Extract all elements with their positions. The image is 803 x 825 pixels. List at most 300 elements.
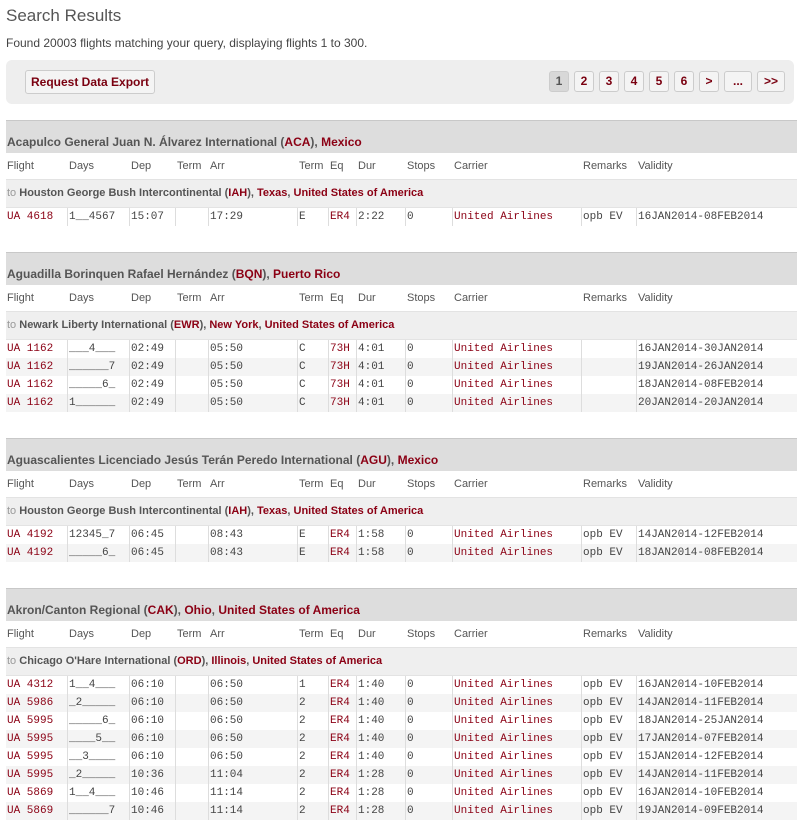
column-header-arr: Arr [210,292,225,304]
flight-dur: 1:58 [357,526,406,544]
flight-stops: 0 [406,358,453,376]
dest-region-link[interactable]: Illinois [211,655,247,667]
flight-remarks: opb EV [582,784,637,802]
origin-country-link[interactable]: Puerto Rico [273,267,341,281]
flight-dep: 15:07 [130,208,176,226]
flight-eq-link[interactable]: ER4 [329,208,357,226]
flight-dur: 4:01 [357,340,406,358]
flight-days: ______7 [68,802,130,820]
column-headers [6,285,797,312]
flight-dur: 4:01 [357,394,406,412]
flight-arr: 06:50 [209,712,298,730]
flight-flight-link[interactable]: UA 4312 [6,676,68,694]
column-header-days: Days [69,292,95,304]
flight-carrier-link[interactable]: United Airlines [453,802,582,820]
flight-remarks: opb EV [582,544,637,562]
flight-flight-link[interactable]: UA 4192 [6,544,68,562]
column-header-dep: Dep [131,292,152,304]
flight-eq-link[interactable]: ER4 [329,766,357,784]
flight-term [176,694,209,712]
flight-dur: 1:28 [357,766,406,784]
column-header-term: Term [177,160,202,172]
flight-term2: 2 [298,712,329,730]
flight-term2: C [298,340,329,358]
flight-row [6,544,797,562]
page-1-button[interactable]: 1 [549,71,569,92]
flight-term [176,676,209,694]
column-headers [6,471,797,498]
flight-carrier-link[interactable]: United Airlines [453,376,582,394]
column-header-validity: Validity [638,628,673,640]
column-header-flight: Flight [7,160,34,172]
flight-days: _2_____ [68,694,130,712]
origin-header [6,438,797,471]
flight-validity: 14JAN2014-11FEB2014 [638,697,764,709]
flight-flight-link[interactable]: UA 5869 [6,784,68,802]
origin-airport-code-link[interactable]: BQN [235,267,263,281]
column-header-dep: Dep [131,478,152,490]
dest-country-link[interactable]: United States of America [293,187,424,199]
column-header-days: Days [69,478,95,490]
flight-carrier-link[interactable]: United Airlines [453,730,582,748]
page-2-button[interactable]: 2 [574,71,594,92]
flight-carrier-link[interactable]: United Airlines [453,394,582,412]
flight-remarks: opb EV [582,712,637,730]
flight-term [176,712,209,730]
flight-eq-link[interactable]: ER4 [329,712,357,730]
flight-row [6,712,797,730]
origin-airport-code-link[interactable]: ACA [284,135,311,149]
flight-row [6,208,797,226]
flight-term2: 1 [298,676,329,694]
flight-flight-link[interactable]: UA 5986 [6,694,68,712]
column-header-dur: Dur [358,478,376,490]
destination-header [6,180,797,208]
column-header-arr: Arr [210,628,225,640]
column-header-flight: Flight [7,478,34,490]
flight-days: ______7 [68,358,130,376]
dest-airport-code-link[interactable]: ORD [177,655,202,667]
column-header-dur: Dur [358,160,376,172]
flight-dur: 2:22 [357,208,406,226]
pagination [544,71,785,92]
column-header-days: Days [69,160,95,172]
flight-row [6,376,797,394]
flight-days: _____6_ [68,712,130,730]
flight-days: __3____ [68,748,130,766]
flight-eq-link[interactable]: ER4 [329,694,357,712]
flight-dep: 06:10 [130,676,176,694]
flight-remarks: opb EV [582,526,637,544]
flight-remarks: opb EV [582,694,637,712]
column-header-validity: Validity [638,160,673,172]
flight-stops: 0 [406,730,453,748]
flight-arr: 05:50 [209,376,298,394]
flight-dep: 06:10 [130,712,176,730]
page-5-button[interactable]: 5 [649,71,669,92]
flight-dur: 1:40 [357,676,406,694]
flight-row [6,676,797,694]
flight-carrier-link[interactable]: United Airlines [453,712,582,730]
flight-arr: 06:50 [209,676,298,694]
flight-arr: 08:43 [209,544,298,562]
origin-region-link[interactable]: Ohio [184,603,212,617]
dest-airport-code-link[interactable]: IAH [228,505,248,517]
column-header-remarks: Remarks [583,478,628,490]
flight-remarks: opb EV [582,676,637,694]
dest-country-link[interactable]: United States of America [252,655,383,667]
flight-dep: 06:10 [130,748,176,766]
origin-airport-name: Acapulco General Juan N. Álvarez International ( [7,135,285,149]
flight-eq-link[interactable]: ER4 [329,676,357,694]
flight-dur: 1:40 [357,712,406,730]
column-header-term: Term [177,628,202,640]
column-header-validity: Validity [638,292,673,304]
dest-airport-code-link[interactable]: IAH [228,187,248,199]
dest-prefix: to [7,655,17,667]
flight-stops: 0 [406,712,453,730]
flight-stops: 0 [406,676,453,694]
dest-separator: ), [247,505,257,517]
column-header-eq: Eq [330,160,344,172]
flight-carrier-link[interactable]: United Airlines [453,526,582,544]
column-header-term2: Term [299,292,324,304]
destination-header [6,498,797,526]
flight-days: _____6_ [68,376,130,394]
flight-stops: 0 [406,748,453,766]
flight-flight-link[interactable]: UA 4192 [6,526,68,544]
flight-eq-link[interactable]: ER4 [329,748,357,766]
page-3-button[interactable]: 3 [599,71,619,92]
column-header-remarks: Remarks [583,628,628,640]
flight-remarks [582,340,637,358]
flight-carrier-link[interactable]: United Airlines [453,766,582,784]
flight-term2: C [298,376,329,394]
flight-term2: 2 [298,766,329,784]
flight-dur: 1:40 [357,748,406,766]
flight-stops: 0 [406,340,453,358]
flight-validity: 16JAN2014-10FEB2014 [638,787,764,799]
origin-section [6,252,797,412]
flight-stops: 0 [406,544,453,562]
flight-term2: C [298,358,329,376]
column-header-flight: Flight [7,292,34,304]
dest-prefix: to [7,187,17,199]
flight-arr: 06:50 [209,730,298,748]
flight-stops: 0 [406,784,453,802]
column-header-carrier: Carrier [454,628,488,640]
flight-validity: 16JAN2014-08FEB2014 [638,211,764,223]
flight-validity: 14JAN2014-12FEB2014 [638,529,764,541]
dest-country-link[interactable]: United States of America [293,505,424,517]
page-title: Search Results [6,6,122,25]
column-header-remarks: Remarks [583,292,628,304]
flight-carrier-link[interactable]: United Airlines [453,784,582,802]
flight-carrier-link[interactable]: United Airlines [453,694,582,712]
dest-separator: ), [201,655,212,667]
dest-comma: , [287,187,294,199]
flight-stops: 0 [406,802,453,820]
flight-row [6,730,797,748]
flight-term2: 2 [298,784,329,802]
flight-term [176,376,209,394]
column-header-stops: Stops [407,292,436,304]
origin-separator: ), [173,603,185,617]
flight-carrier-link[interactable]: United Airlines [453,208,582,226]
flight-stops: 0 [406,526,453,544]
origin-header [6,120,797,153]
flight-carrier-link[interactable]: United Airlines [453,676,582,694]
flight-remarks [582,394,637,412]
flight-term [176,340,209,358]
flight-arr: 11:14 [209,802,298,820]
dest-region-link[interactable]: Texas [257,505,288,517]
dest-prefix: to [7,319,17,331]
flight-dur: 1:40 [357,730,406,748]
flight-dep: 02:49 [130,358,176,376]
dest-country-link[interactable]: United States of America [264,319,395,331]
column-header-dep: Dep [131,628,152,640]
origin-section [6,438,797,562]
flight-validity: 15JAN2014-12FEB2014 [638,751,764,763]
column-header-term2: Term [299,628,324,640]
flight-term [176,358,209,376]
flight-remarks: opb EV [582,766,637,784]
origin-separator: ), [386,453,398,467]
flight-eq-link[interactable]: 73H [329,340,357,358]
flight-term [176,730,209,748]
column-header-arr: Arr [210,478,225,490]
dest-airport-name: Chicago O'Hare International ( [19,655,178,667]
flight-term2: E [298,526,329,544]
flight-validity: 16JAN2014-10FEB2014 [638,679,764,691]
flight-flight-link[interactable]: UA 1162 [6,358,68,376]
flight-flight-link[interactable]: UA 1162 [6,394,68,412]
flight-remarks: opb EV [582,748,637,766]
flight-arr: 06:50 [209,694,298,712]
flight-row [6,526,797,544]
column-header-eq: Eq [330,478,344,490]
flight-validity: 17JAN2014-07FEB2014 [638,733,764,745]
results-summary: Found 20003 flights matching your query, displaying flights 1 to 300. [6,36,368,50]
destination-header [6,648,797,676]
dest-airport-name: Houston George Bush Intercontinental ( [19,505,229,517]
flight-eq-link[interactable]: 73H [329,358,357,376]
column-header-remarks: Remarks [583,160,628,172]
column-header-eq: Eq [330,628,344,640]
flight-remarks [582,358,637,376]
origin-separator: ), [262,267,274,281]
flight-row [6,358,797,376]
flight-dep: 02:49 [130,340,176,358]
column-header-dur: Dur [358,292,376,304]
page-4-button[interactable]: 4 [624,71,644,92]
flight-flight-link[interactable]: UA 1162 [6,340,68,358]
flight-carrier-link[interactable]: United Airlines [453,748,582,766]
flight-term [176,394,209,412]
flight-flight-link[interactable]: UA 1162 [6,376,68,394]
flight-dep: 10:36 [130,766,176,784]
dest-airport-code-link[interactable]: EWR [173,319,200,331]
dest-comma: , [287,505,294,517]
column-header-flight: Flight [7,628,34,640]
column-header-term2: Term [299,160,324,172]
flight-stops: 0 [406,376,453,394]
flight-flight-link[interactable]: UA 5995 [6,712,68,730]
dest-separator: ), [199,319,210,331]
flight-stops: 0 [406,766,453,784]
flight-dur: 1:40 [357,694,406,712]
column-header-validity: Validity [638,478,673,490]
column-header-carrier: Carrier [454,292,488,304]
column-header-stops: Stops [407,478,436,490]
flight-arr: 05:50 [209,340,298,358]
flight-validity: 19JAN2014-09FEB2014 [638,805,764,817]
flight-term2: E [298,208,329,226]
request-data-export-button[interactable]: Request Data Export [25,70,155,94]
destination-header [6,312,797,340]
flight-arr: 05:50 [209,358,298,376]
origin-country-link[interactable]: United States of America [218,603,360,617]
flight-flight-link[interactable]: UA 5995 [6,766,68,784]
column-header-term: Term [177,292,202,304]
flight-flight-link[interactable]: UA 4618 [6,208,68,226]
flight-dep: 06:10 [130,694,176,712]
origin-country-link[interactable]: Mexico [321,135,362,149]
flight-validity: 18JAN2014-08FEB2014 [638,379,764,391]
flight-term2: 2 [298,802,329,820]
more-pages-button[interactable]: ... [724,71,752,92]
flight-term2: C [298,394,329,412]
flight-days: 1__4567 [68,208,130,226]
flight-eq-link[interactable]: ER4 [329,544,357,562]
dest-region-link[interactable]: Texas [257,187,288,199]
flight-row [6,766,797,784]
flight-row [6,694,797,712]
flight-arr: 11:04 [209,766,298,784]
flight-validity: 19JAN2014-26JAN2014 [638,361,764,373]
flight-dep: 10:46 [130,784,176,802]
flight-eq-link[interactable]: ER4 [329,802,357,820]
flight-days: 1______ [68,394,130,412]
flight-dur: 4:01 [357,376,406,394]
flight-remarks: opb EV [582,208,637,226]
flight-row [6,394,797,412]
column-header-dep: Dep [131,160,152,172]
dest-prefix: to [7,505,17,517]
flight-row [6,802,797,820]
flight-arr: 17:29 [209,208,298,226]
flight-row [6,340,797,358]
origin-airport-code-link[interactable]: CAK [147,603,174,617]
results-list [6,120,797,820]
flight-arr: 11:14 [209,784,298,802]
flight-flight-link[interactable]: UA 5995 [6,748,68,766]
flight-flight-link[interactable]: UA 5995 [6,730,68,748]
origin-header [6,588,797,621]
flight-arr: 08:43 [209,526,298,544]
page-6-button[interactable]: 6 [674,71,694,92]
column-headers [6,153,797,180]
flight-validity: 20JAN2014-20JAN2014 [638,397,764,409]
flight-dep: 06:45 [130,526,176,544]
flight-stops: 0 [406,394,453,412]
flight-validity: 18JAN2014-08FEB2014 [638,547,764,559]
flight-remarks: opb EV [582,730,637,748]
flight-dur: 4:01 [357,358,406,376]
origin-section [6,588,797,820]
flight-row [6,748,797,766]
flight-carrier-link[interactable]: United Airlines [453,340,582,358]
flight-stops: 0 [406,694,453,712]
column-header-eq: Eq [330,292,344,304]
flight-arr: 06:50 [209,748,298,766]
next-page-button[interactable]: > [699,71,719,92]
origin-airport-code-link[interactable]: AGU [360,453,387,467]
origin-country-link[interactable]: Mexico [397,453,439,467]
flight-term [176,784,209,802]
flight-eq-link[interactable]: ER4 [329,730,357,748]
flight-term2: E [298,544,329,562]
column-header-arr: Arr [210,160,225,172]
results-toolbar [6,60,794,104]
flight-dep: 02:49 [130,394,176,412]
origin-airport-name: Aguascalientes Licenciado Jesús Terán Peredo International ( [7,453,361,467]
origin-header [6,252,797,285]
column-header-term: Term [177,478,202,490]
flight-term [176,748,209,766]
column-header-days: Days [69,628,95,640]
dest-comma: , [246,655,253,667]
flight-validity: 18JAN2014-25JAN2014 [638,715,764,727]
flight-carrier-link[interactable]: United Airlines [453,544,582,562]
flight-arr: 05:50 [209,394,298,412]
flight-dep: 10:46 [130,802,176,820]
flight-days: _2_____ [68,766,130,784]
flight-days: 12345_7 [68,526,130,544]
last-page-button[interactable]: >> [757,71,785,92]
column-header-dur: Dur [358,628,376,640]
flight-term2: 2 [298,730,329,748]
column-header-carrier: Carrier [454,478,488,490]
flight-eq-link[interactable]: 73H [329,376,357,394]
flight-eq-link[interactable]: 73H [329,394,357,412]
flight-term [176,544,209,562]
origin-airport-name: Akron/Canton Regional ( [7,603,148,617]
flight-dep: 06:45 [130,544,176,562]
origin-separator: ), [310,135,322,149]
flight-term [176,766,209,784]
dest-comma: , [258,319,265,331]
flight-dur: 1:28 [357,802,406,820]
flight-days: 1__4___ [68,676,130,694]
dest-airport-name: Houston George Bush Intercontinental ( [19,187,229,199]
flight-term [176,526,209,544]
flight-dur: 1:28 [357,784,406,802]
flight-carrier-link[interactable]: United Airlines [453,358,582,376]
origin-airport-name: Aguadilla Borinquen Rafael Hernández ( [7,267,236,281]
flight-eq-link[interactable]: ER4 [329,784,357,802]
flight-term [176,802,209,820]
flight-eq-link[interactable]: ER4 [329,526,357,544]
column-header-stops: Stops [407,160,436,172]
flight-flight-link[interactable]: UA 5869 [6,802,68,820]
origin-section [6,120,797,226]
dest-region-link[interactable]: New York [209,319,259,331]
column-headers [6,621,797,648]
flight-term2: 2 [298,694,329,712]
column-header-carrier: Carrier [454,160,488,172]
